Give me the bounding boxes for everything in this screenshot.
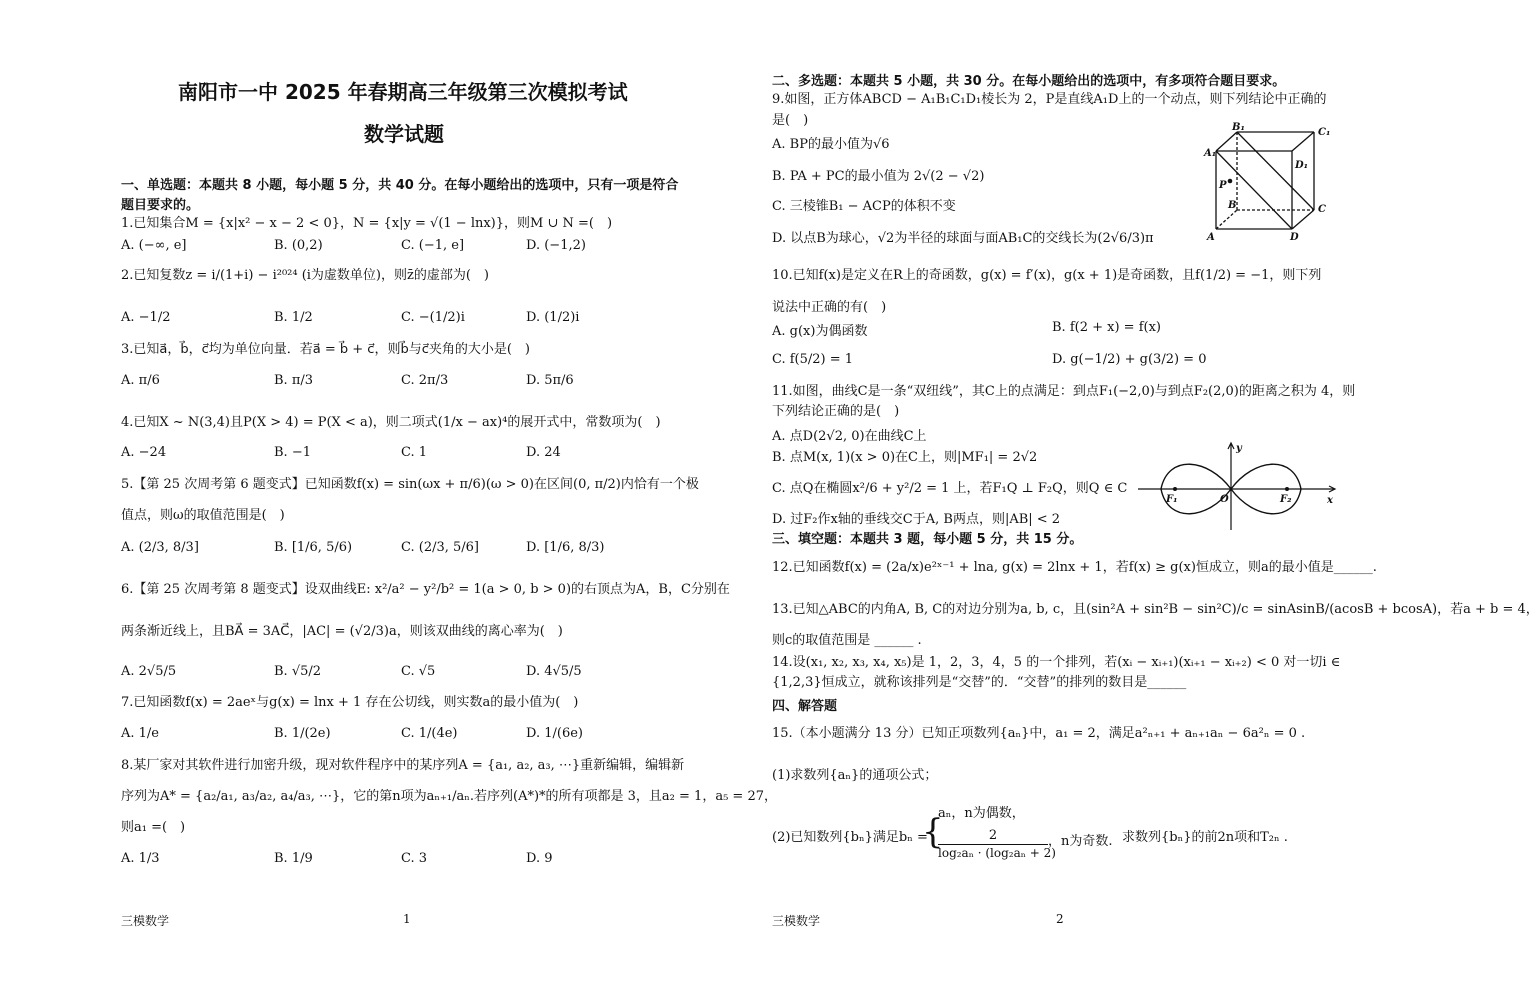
question-13-stem-cont: 则c的取值范围是 ______ . bbox=[772, 633, 922, 648]
question-12-stem: 12.已知函数f(x) = (2a/x)e²ˣ⁻¹ + lna, g(x) = 2lnx + 1，若f(x) ≥ g(x)恒成立，则a的最小值是______. bbox=[772, 560, 1377, 575]
fraction-denominator: log₂aₙ · (log₂aₙ + 2) bbox=[938, 846, 1056, 860]
question-6-option-b: B. √5/2 bbox=[274, 664, 322, 679]
question-2-option-c: C. −(1/2)i bbox=[401, 310, 465, 325]
question-9-option-d: D. 以点B为球心，√2为半径的球面与面AB₁C的交线长为(2√6/3)π bbox=[772, 231, 1154, 246]
question-3-option-b: B. π/3 bbox=[274, 373, 314, 388]
question-8-option-b: B. 1/9 bbox=[274, 851, 313, 866]
fraction-numerator: 2 bbox=[988, 828, 998, 843]
question-10-stem: 10.已知f(x)是定义在R上的奇函数，g(x) = f′(x)，g(x + 1)是奇函数，且f(1/2) = −1，则下列 bbox=[772, 268, 1322, 283]
cube-label-c: C bbox=[1318, 204, 1326, 215]
question-10-option-d: D. g(−1/2) + g(3/2) = 0 bbox=[1052, 352, 1207, 367]
question-6-option-a: A. 2√5/5 bbox=[121, 664, 177, 679]
lemniscate-figure bbox=[1136, 440, 1341, 532]
question-5-option-b: B. [1/6, 5/6) bbox=[274, 540, 353, 555]
question-3-option-a: A. π/6 bbox=[121, 373, 160, 388]
question-7-stem: 7.已知函数f(x) = 2aeˣ与g(x) = lnx + 1 存在公切线，则实数a的最小值为( ) bbox=[121, 695, 579, 710]
question-2-option-d: D. (1/2)i bbox=[526, 310, 580, 325]
piecewise-brace: { bbox=[922, 812, 944, 852]
focus-label-f1: F₁ bbox=[1166, 494, 1178, 505]
question-11-option-b: B. 点M(x, 1)(x > 0)在C上，则|MF₁| = 2√2 bbox=[772, 450, 1038, 465]
question-9-option-c: C. 三棱锥B₁ − ACP的体积不变 bbox=[772, 199, 956, 214]
question-7-option-c: C. 1/(4e) bbox=[401, 726, 458, 741]
question-3-option-d: D. 5π/6 bbox=[526, 373, 574, 388]
piecewise-odd-condition: ，n为奇数. bbox=[1048, 834, 1113, 849]
origin-label: O bbox=[1220, 494, 1229, 505]
question-10-option-b: B. f(2 + x) = f(x) bbox=[1052, 320, 1161, 335]
question-10-option-c: C. f(5/2) = 1 bbox=[772, 352, 854, 367]
question-11-option-c: C. 点Q在椭圆x²/6 + y²/2 = 1 上，若F₁Q ⊥ F₂Q，则Q ∈ C bbox=[772, 481, 1128, 496]
question-2-option-b: B. 1/2 bbox=[274, 310, 313, 325]
question-14-stem-cont: {1,2,3}恒成立，就称该排列是“交替”的．“交替”的排列的数目是______ bbox=[772, 675, 1187, 690]
question-6-option-d: D. 4√5/5 bbox=[526, 664, 582, 679]
question-7-option-a: A. 1/e bbox=[121, 726, 159, 741]
cube-figure bbox=[1204, 124, 1336, 242]
section-single-choice: 一、单选题：本题共 8 小题，每小题 5 分，共 40 分。在每小题给出的选项中，只有一项是符合 bbox=[121, 178, 679, 193]
question-9-option-a: A. BP的最小值为√6 bbox=[772, 137, 890, 152]
question-1-stem: 1.已知集合M = {x|x² − x − 2 < 0}，N = {x|y = √(1 − lnx)}，则M ∪ N =( ) bbox=[121, 216, 613, 231]
piecewise-case-odd bbox=[938, 828, 1056, 861]
question-8-stem-cont: 序列为A* = {a₂/a₁, a₃/a₂, a₄/a₃, ⋯}，它的第n项为aₙ₊₁/aₙ.若序列(A*)*的所有项都是 3，且a₂ = 1，a₅ = 27， bbox=[121, 789, 777, 804]
cube-label-d1: D₁ bbox=[1295, 160, 1309, 171]
question-11-stem: 11.如图，曲线C是一条“双纽线”，其C上的点满足：到点F₁(−2,0)与到点F₂(2,0)的距离之积为 4，则 bbox=[772, 384, 1356, 399]
question-5-option-c: C. (2/3, 5/6] bbox=[401, 540, 479, 555]
question-8-stem: 8.某厂家对其软件进行加密升级，现对软件程序中的某序列A = {a₁, a₂, a₃, ⋯}重新编辑，编辑新 bbox=[121, 758, 685, 773]
question-7-option-d: D. 1/(6e) bbox=[526, 726, 583, 741]
exam-title: 南阳市一中 2025 年春期高三年级第三次模拟考试 bbox=[178, 80, 628, 104]
axis-label-x: x bbox=[1327, 495, 1333, 506]
cube-label-p: P bbox=[1219, 180, 1227, 191]
cube-label-c1: C₁ bbox=[1318, 127, 1331, 138]
question-4-option-a: A. −24 bbox=[121, 445, 167, 460]
question-1-option-d: D. (−1,2) bbox=[526, 238, 586, 253]
question-15-part-1: (1)求数列{aₙ}的通项公式； bbox=[772, 768, 938, 783]
question-1-option-c: C. (−1, e] bbox=[401, 238, 465, 253]
question-6-stem: 6.【第 25 次周考第 8 题变式】设双曲线E: x²/a² − y²/b² = 1(a > 0, b > 0)的右顶点为A，B，C分别在 bbox=[121, 582, 730, 597]
cube-label-a1: A₁ bbox=[1204, 148, 1217, 159]
question-5-option-a: A. (2/3, 8/3] bbox=[121, 540, 199, 555]
question-4-stem: 4.已知X ~ N(3,4)且P(X > 4) = P(X < a)，则二项式(1/x − ax)⁴的展开式中，常数项为( ) bbox=[121, 415, 661, 430]
question-11-option-a: A. 点D(2√2, 0)在曲线C上 bbox=[772, 429, 927, 444]
question-15-stem: 15.（本小题满分 13 分）已知正项数列{aₙ}中，a₁ = 2，满足a²ₙ₊₁ + aₙ₊₁aₙ − 6a²ₙ = 0 . bbox=[772, 726, 1306, 741]
question-14-stem: 14.设(x₁, x₂, x₃, x₄, x₅)是 1，2，3，4，5 的一个排列，若(xᵢ − xᵢ₊₁)(xᵢ₊₁ − xᵢ₊₂) < 0 对一切i ∈ bbox=[772, 655, 1341, 670]
exam-page-2 bbox=[692, 0, 1539, 983]
question-9-stem-cont: 是( ) bbox=[772, 113, 809, 128]
section-solution: 四、解答题 bbox=[772, 699, 838, 714]
question-4-option-c: C. 1 bbox=[401, 445, 428, 460]
question-8-option-a: A. 1/3 bbox=[121, 851, 160, 866]
question-15-part-2-task: 求数列{bₙ}的前2n项和T₂ₙ . bbox=[1122, 830, 1288, 845]
page-number: 2 bbox=[1056, 912, 1064, 926]
question-10-option-a: A. g(x)为偶函数 bbox=[772, 324, 868, 339]
axis-label-y: y bbox=[1236, 443, 1242, 454]
question-15-part-2-lead: (2)已知数列{bₙ}满足bₙ = bbox=[772, 830, 928, 845]
question-11-stem-cont: 下列结论正确的是( ) bbox=[772, 404, 900, 419]
question-3-stem: 3.已知a⃗，b⃗，c⃗均为单位向量．若a⃗ = b⃗ + c⃗，则b⃗与c⃗夹角的大小是( ) bbox=[121, 342, 530, 357]
cube-label-a: A bbox=[1207, 232, 1215, 243]
question-8-stem-cont2: 则a₁ =( ) bbox=[121, 820, 186, 835]
question-6-stem-cont: 两条渐近线上，且BA⃗ = 3AC⃗，|AC| = (√2/3)a，则该双曲线的离心率为( ) bbox=[121, 624, 563, 639]
question-9-stem: 9.如图，正方体ABCD − A₁B₁C₁D₁棱长为 2，P是直线A₁D上的一个动点，则下列结论中正确的 bbox=[772, 92, 1327, 107]
question-2-option-a: A. −1/2 bbox=[121, 310, 171, 325]
cube-label-b: B bbox=[1228, 200, 1237, 211]
question-8-option-c: C. 3 bbox=[401, 851, 428, 866]
section-multi-choice: 二、多选题：本题共 5 小题，共 30 分。在每小题给出的选项中，有多项符合题目要求。 bbox=[772, 74, 1286, 89]
question-1-option-b: B. (0,2) bbox=[274, 238, 323, 253]
question-6-option-c: C. √5 bbox=[401, 664, 436, 679]
question-5-option-d: D. [1/6, 8/3) bbox=[526, 540, 605, 555]
question-4-option-b: B. −1 bbox=[274, 445, 311, 460]
cube-label-d: D bbox=[1290, 232, 1299, 243]
question-7-option-b: B. 1/(2e) bbox=[274, 726, 331, 741]
page-number: 1 bbox=[403, 912, 411, 926]
cube-label-b1: B₁ bbox=[1232, 122, 1245, 133]
question-13-stem: 13.已知△ABC的内角A, B, C的对边分别为a, b, c，且(sin²A + sin²B − sin²C)/c = sinAsinB/(acosB + bcosA)，若a + b = 4， bbox=[772, 602, 1539, 617]
section-single-choice-cont: 题目要求的。 bbox=[121, 198, 200, 213]
question-8-option-d: D. 9 bbox=[526, 851, 553, 866]
question-2-stem: 2.已知复数z = i/(1+i) − i²⁰²⁴ (i为虚数单位)，则z̄的虚部为( ) bbox=[121, 268, 489, 283]
question-5-stem-cont: 值点，则ω的取值范围是( ) bbox=[121, 508, 285, 523]
focus-label-f2: F₂ bbox=[1280, 494, 1292, 505]
question-4-option-d: D. 24 bbox=[526, 445, 561, 460]
question-3-option-c: C. 2π/3 bbox=[401, 373, 449, 388]
question-11-option-d: D. 过F₂作x轴的垂线交C于A, B两点，则|AB| < 2 bbox=[772, 512, 1061, 527]
exam-subtitle: 数学试题 bbox=[364, 122, 444, 146]
question-9-option-b: B. PA + PC的最小值为 2√(2 − √2) bbox=[772, 169, 985, 184]
section-fill-blank: 三、填空题：本题共 3 题，每小题 5 分，共 15 分。 bbox=[772, 532, 1083, 547]
footer-label: 三模数学 bbox=[121, 914, 170, 928]
question-10-stem-cont: 说法中正确的有( ) bbox=[772, 300, 887, 315]
footer-label: 三模数学 bbox=[772, 914, 821, 928]
question-1-option-a: A. (−∞, e] bbox=[121, 238, 187, 253]
piecewise-case-even: aₙ，n为偶数， bbox=[938, 806, 1025, 821]
question-5-stem: 5.【第 25 次周考第 6 题变式】已知函数f(x) = sin(ωx + π/6)(ω > 0)在区间(0, π/2)内恰有一个极 bbox=[121, 477, 699, 492]
